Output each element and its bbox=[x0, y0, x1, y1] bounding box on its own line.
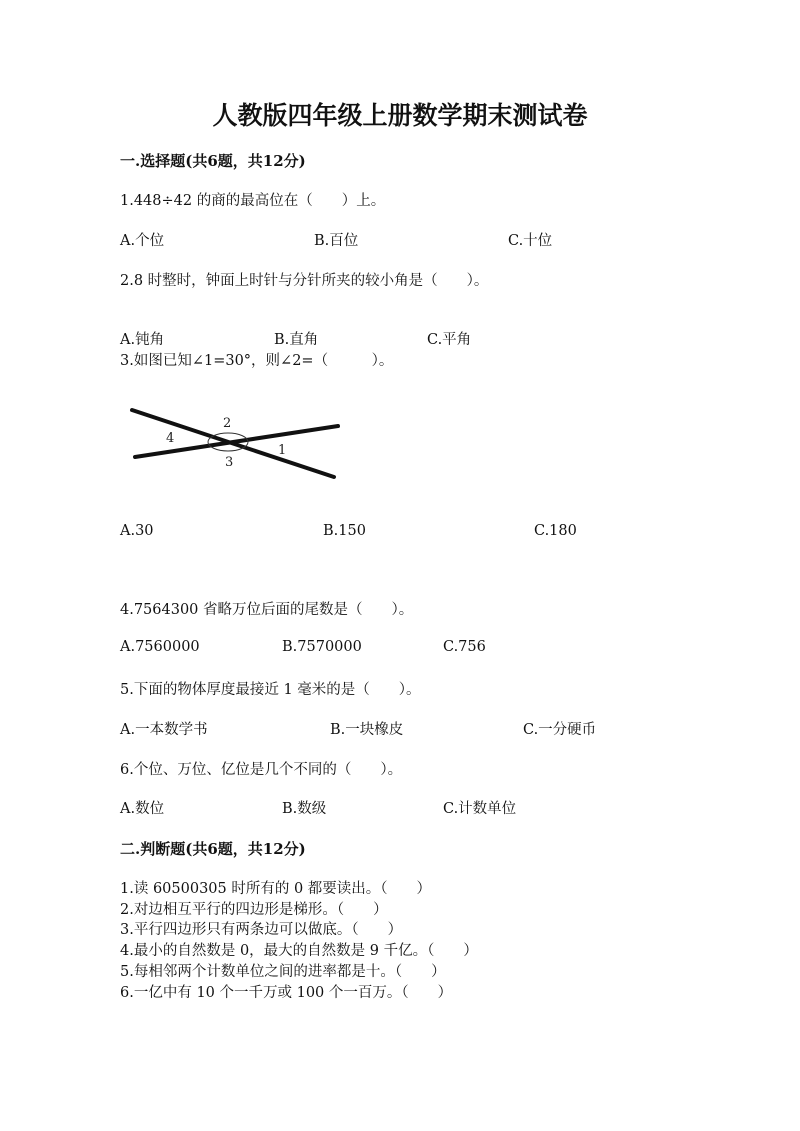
judgment-item-1: 1.读 60500305 时所有的 0 都要读出。（ ） bbox=[120, 881, 432, 897]
judgment-item-3: 3.平行四边形只有两条边可以做底。（ ） bbox=[120, 922, 403, 938]
angle-label-2: 2 bbox=[223, 416, 232, 431]
option-2b: B.直角 bbox=[274, 332, 319, 348]
option-4c: C.756 bbox=[443, 639, 486, 655]
question-4: 4.7564300 省略万位后面的尾数是（ ）。 bbox=[120, 602, 414, 618]
option-4b: B.7570000 bbox=[282, 639, 362, 655]
judgment-item-4: 4.最小的自然数是 0，最大的自然数是 9 千亿。（ ） bbox=[120, 943, 478, 959]
judgment-item-5: 5.每相邻两个计数单位之间的进率都是十。（ ） bbox=[120, 964, 446, 980]
angle-label-3: 3 bbox=[225, 455, 234, 470]
option-1c: C.十位 bbox=[508, 233, 553, 249]
option-4a: A.7560000 bbox=[120, 639, 200, 655]
option-3a: A.30 bbox=[120, 523, 154, 539]
question-1: 1.448÷42 的商的最高位在（ ）上。 bbox=[120, 193, 386, 209]
option-1a: A.个位 bbox=[120, 233, 165, 249]
judgment-item-6: 6.一亿中有 10 个一千万或 100 个一百万。（ ） bbox=[120, 985, 453, 1001]
option-3c: C.180 bbox=[534, 523, 577, 539]
intersecting-lines-figure bbox=[120, 398, 350, 483]
option-6c: C.计数单位 bbox=[443, 801, 517, 817]
option-2c: C.平角 bbox=[427, 332, 472, 348]
section-heading-judgment: 二.判断题(共6题，共12分) bbox=[120, 840, 306, 858]
judgment-item-2: 2.对边相互平行的四边形是梯形。（ ） bbox=[120, 902, 388, 918]
question-6: 6.个位、万位、亿位是几个不同的（ ）。 bbox=[120, 762, 403, 778]
angle-label-1: 1 bbox=[278, 443, 287, 458]
question-2: 2.8 时整时，钟面上时针与分针所夹的较小角是（ ）。 bbox=[120, 273, 489, 289]
option-3b: B.150 bbox=[323, 523, 366, 539]
option-5c: C.一分硬币 bbox=[523, 722, 597, 738]
option-6a: A.数位 bbox=[120, 801, 165, 817]
option-2a: A.钝角 bbox=[120, 332, 165, 348]
section-heading-choice: 一.选择题(共6题，共12分) bbox=[120, 152, 306, 170]
question-3: 3.如图已知∠1=30°，则∠2=（ ）。 bbox=[120, 353, 394, 369]
option-1b: B.百位 bbox=[314, 233, 359, 249]
option-5a: A.一本数学书 bbox=[120, 722, 208, 738]
option-6b: B.数级 bbox=[282, 801, 327, 817]
page-title: 人教版四年级上册数学期末测试卷 bbox=[212, 101, 588, 130]
option-5b: B.一块橡皮 bbox=[330, 722, 404, 738]
angle-label-4: 4 bbox=[166, 431, 175, 446]
question-5: 5.下面的物体厚度最接近 1 毫米的是（ ）。 bbox=[120, 682, 421, 698]
